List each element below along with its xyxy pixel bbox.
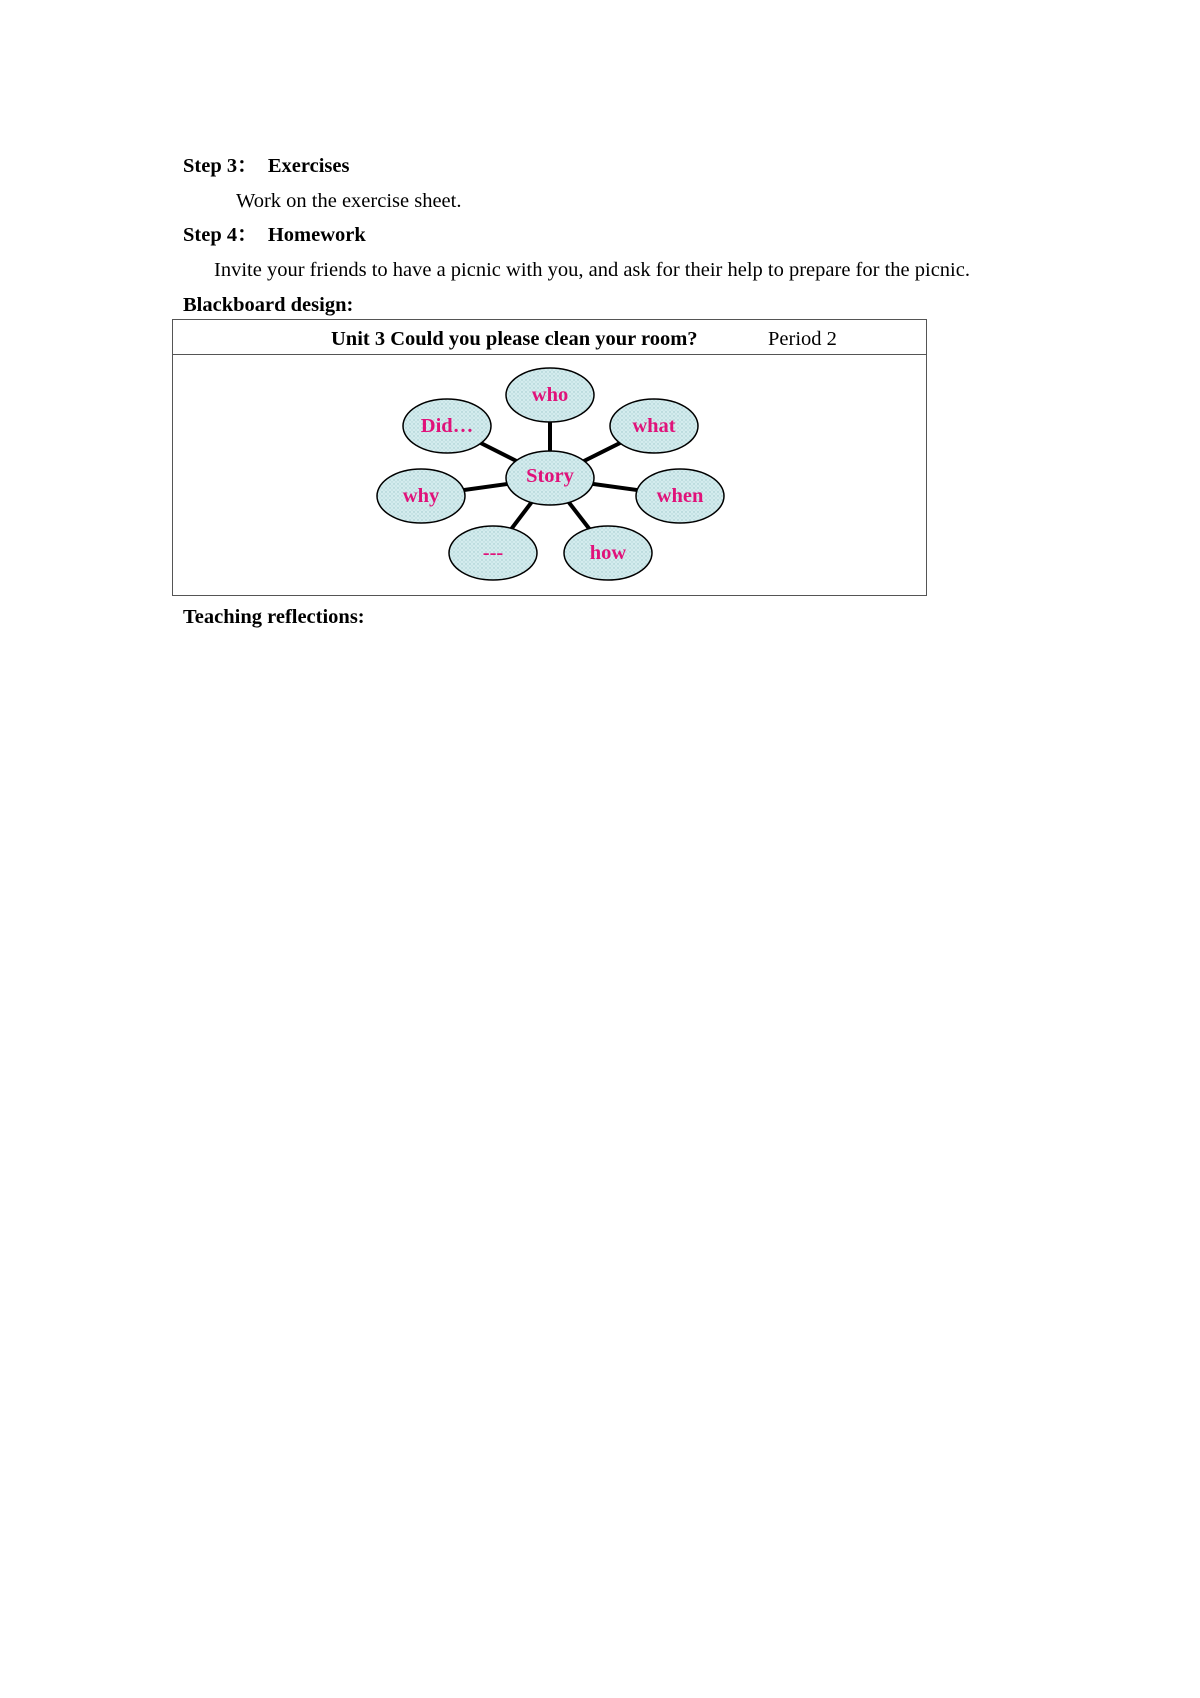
node-did: [403, 399, 491, 453]
reflections-label: Teaching reflections:: [183, 606, 365, 628]
blackboard-table: [172, 319, 927, 596]
node-what: [610, 399, 698, 453]
node-label: when: [656, 485, 704, 507]
node-label: why: [402, 485, 440, 507]
step4-body: Invite your friends to have a picnic with you, and ask for their help to prepare for the picnic.: [214, 259, 970, 281]
blackboard-label: Blackboard design:: [183, 294, 354, 316]
node-when: [636, 469, 724, 523]
node-label: ---: [482, 542, 504, 564]
node-label: who: [531, 384, 569, 406]
step3-heading: Step 3： Exercises: [183, 155, 350, 177]
node-why: [377, 469, 465, 523]
node-label: Did…: [420, 415, 474, 437]
step3-body: Work on the exercise sheet.: [236, 190, 462, 212]
center-label: Story: [526, 465, 574, 487]
step4-heading: Step 4： Homework: [183, 224, 366, 246]
node-who: [506, 368, 594, 422]
story-mind-map: [173, 355, 926, 595]
blackboard-title: Unit 3 Could you please clean your room?: [331, 328, 698, 350]
node-how: [564, 526, 652, 580]
blackboard-header: [173, 320, 926, 355]
node-dashes: [449, 526, 537, 580]
node-label: how: [589, 542, 627, 564]
node-center-story: [506, 451, 594, 505]
blackboard-period: Period 2: [768, 328, 837, 350]
node-label: what: [632, 415, 676, 437]
